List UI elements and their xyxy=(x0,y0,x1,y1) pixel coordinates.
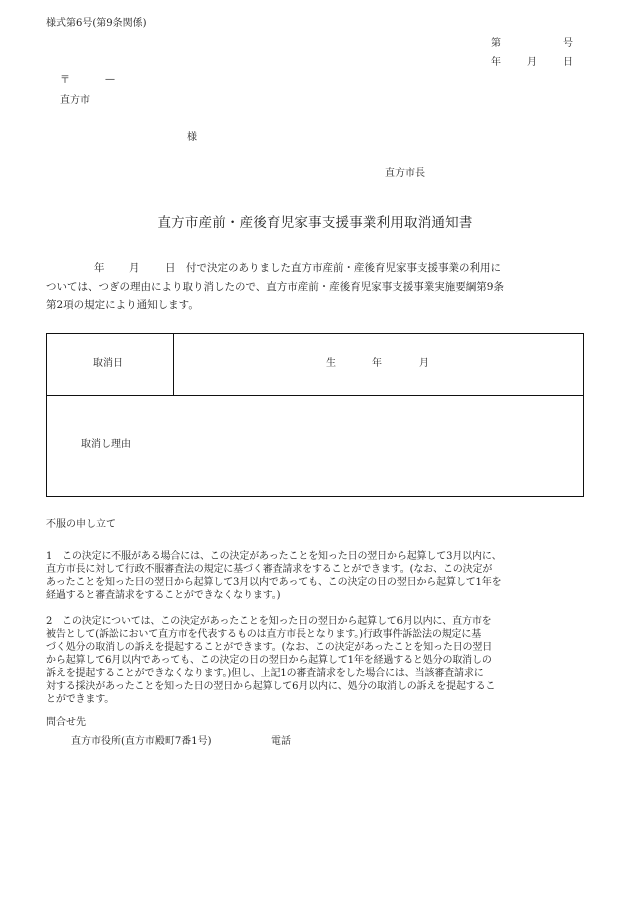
intro-date-day: 日 xyxy=(165,262,176,274)
recipient-honorific: 様 xyxy=(187,132,197,143)
intro-date-year: 年 xyxy=(94,262,105,274)
doc-date-year: 年 xyxy=(491,57,501,68)
doc-date-month: 月 xyxy=(527,57,537,68)
appeal-item-2: 2 この決定については、この決定があったことを知った日の翌日から起算して6月以内に、直方市を 被告として(訴訟において直方市を代表するものは直方市長となります。)行政事件訴訟法の規定に基 づく処分の取消しの訴えを提起することができます。(なお、この決定があったことを知った日の翌日 から起算して6月以内であっても、この決定の日の翌日から起算して1年を経過すると処分の取消しの 訴えを提起することができなくなります。)但し、上記1の審査請求をした場合には、当該審査請求に 対する採決があったことを知った日の翌日から起算して6月以内に、処分の取消しの訴えを提起するこ とができます。 xyxy=(46,616,496,705)
table-row-divider xyxy=(47,395,583,396)
intro-line-3: 第2項の規定により通知します。 xyxy=(46,299,199,311)
recipient-city: 直方市 xyxy=(60,95,90,106)
intro-line-2: ついては、つぎの理由により取り消したので、直方市産前・産後育児家事支援事業実施要綱第9条 xyxy=(46,281,504,293)
intro-date-month: 月 xyxy=(129,262,140,274)
contact-heading: 問合せ先 xyxy=(46,717,86,728)
doc-number-dai: 第 xyxy=(491,38,501,49)
appeal-item-1: 1 この決定に不服がある場合には、この決定があったことを知った日の翌日から起算して3月以内に、 直方市長に対して行政不服審査法の規定に基づく審査請求をすることができます。(なお、この決定が あったことを知った日の翌日から起算して3月以内であっても、この決定の日の翌日から起算して1年を 経過すると審査請求をすることができなくなります。) xyxy=(46,551,502,601)
page-title: 直方市産前・産後育児家事支援事業利用取消通知書 xyxy=(157,215,473,231)
table-col-divider xyxy=(173,334,174,395)
cancel-reason-label: 取消し理由 xyxy=(81,439,131,450)
cancel-date-label: 取消日 xyxy=(93,358,123,369)
postal-mark: 〒 xyxy=(60,75,70,86)
cancel-date-year: 年 xyxy=(372,358,382,369)
postal-dash: — xyxy=(105,74,115,85)
doc-date-day: 日 xyxy=(563,57,573,68)
issuer: 直方市長 xyxy=(385,168,425,179)
cancel-table xyxy=(46,333,584,497)
cancel-date-month: 月 xyxy=(419,358,429,369)
doc-number-go: 号 xyxy=(563,38,573,49)
contact-office: 直方市役所(直方市殿町7番1号) xyxy=(71,736,212,747)
appeal-heading: 不服の申し立て xyxy=(46,519,116,530)
contact-phone-label: 電話 xyxy=(271,736,291,747)
form-number: 様式第6号(第9条関係) xyxy=(46,18,147,29)
cancel-date-era: 生 xyxy=(326,358,336,369)
intro-line-1: 付で決定のありました直方市産前・産後育児家事支援事業の利用に xyxy=(186,262,501,274)
